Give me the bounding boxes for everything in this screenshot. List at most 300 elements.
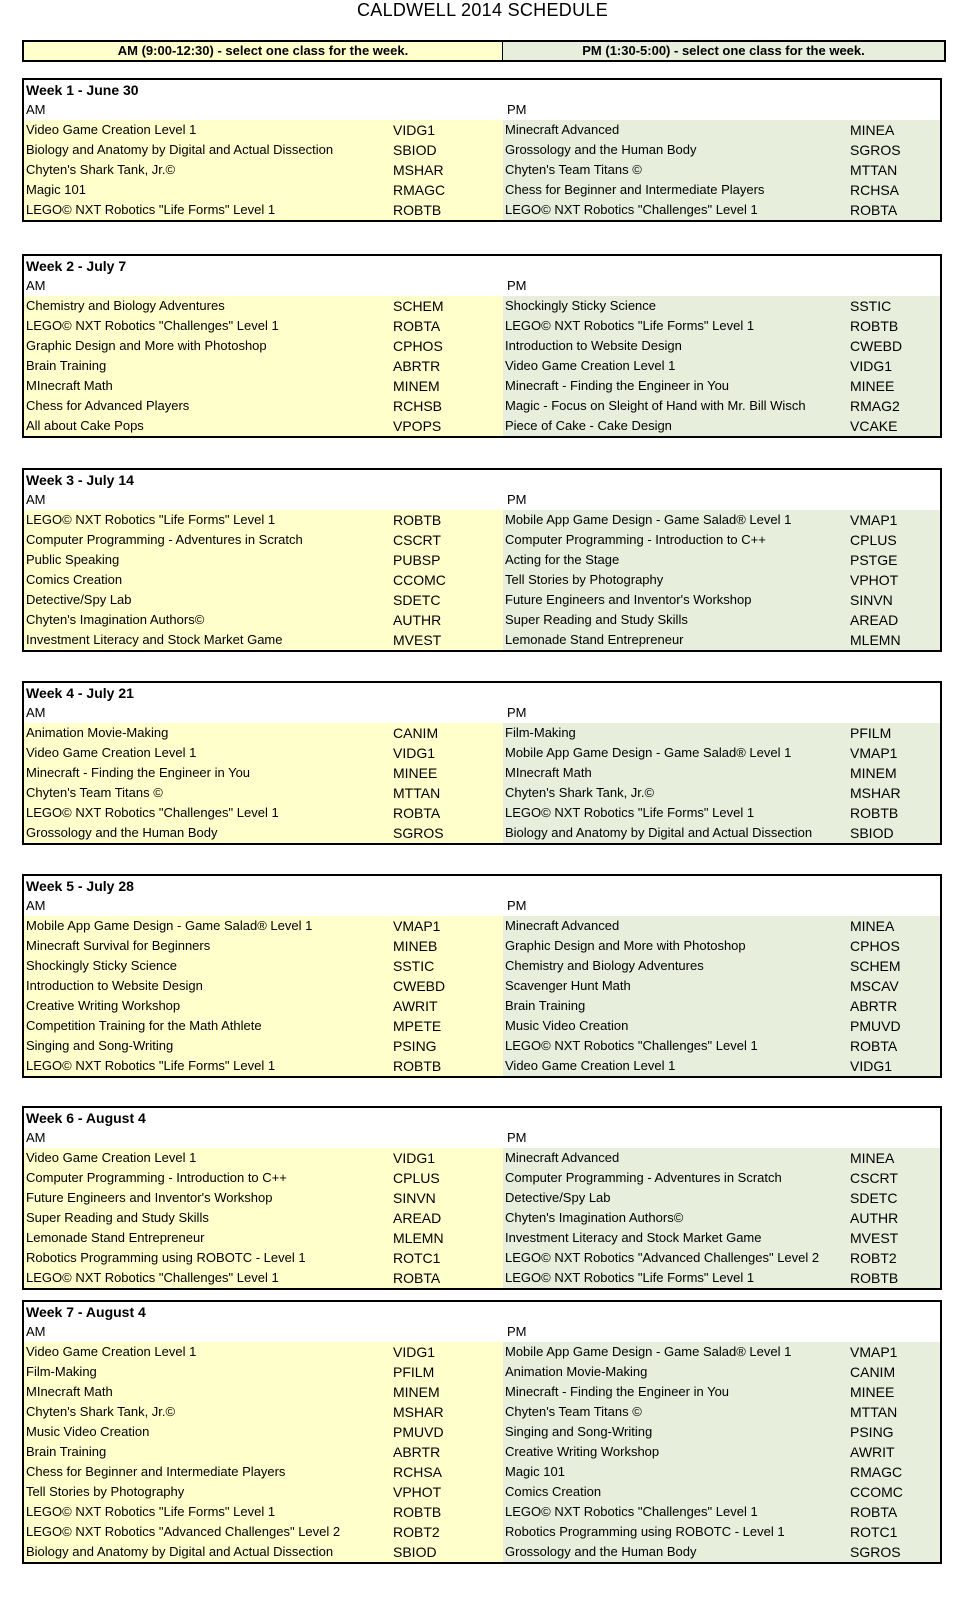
am-class-cell: [24, 530, 503, 550]
pm-class-name: Magic - Focus on Sleight of Hand with Mr. Bill Wisch: [505, 398, 806, 413]
pm-class-cell: [503, 590, 940, 610]
pm-class-code: MSCAV: [850, 978, 899, 994]
am-class-code: CWEBD: [393, 978, 446, 994]
am-class-code: PMUVD: [393, 1424, 444, 1440]
am-class-name: Mobile App Game Design - Game Salad® Level 1: [26, 918, 313, 933]
am-class-name: Chyten's Team Titans ©: [26, 785, 163, 800]
pm-class-name: MInecraft Math: [505, 765, 592, 780]
am-label: AM: [26, 1324, 46, 1339]
am-class-name: Chess for Advanced Players: [26, 398, 190, 413]
am-class-name: Magic 101: [26, 182, 86, 197]
class-row: [24, 120, 940, 140]
class-row: [24, 976, 940, 996]
pm-class-code: AWRIT: [850, 1444, 895, 1460]
am-class-name: Singing and Song-Writing: [26, 1038, 174, 1053]
pm-class-name: LEGO© NXT Robotics "Challenges" Level 1: [505, 202, 758, 217]
pm-class-code: ROBTA: [850, 1038, 898, 1054]
class-row: [24, 1056, 940, 1076]
am-class-cell: [24, 1208, 503, 1228]
am-class-cell: [24, 1342, 503, 1362]
pm-class-code: SGROS: [850, 142, 901, 158]
pm-class-cell: [503, 1342, 940, 1362]
am-class-name: LEGO© NXT Robotics "Life Forms" Level 1: [26, 512, 276, 527]
am-class-code: SSTIC: [393, 958, 435, 974]
pm-class-name: Video Game Creation Level 1: [505, 1058, 676, 1073]
class-row: [24, 530, 940, 550]
am-class-name: LEGO© NXT Robotics "Life Forms" Level 1: [26, 202, 276, 217]
class-row: [24, 1342, 940, 1362]
am-class-code: ROBTB: [393, 512, 442, 528]
pm-class-name: Piece of Cake - Cake Design: [505, 418, 672, 433]
class-row: [24, 1542, 940, 1562]
am-class-code: MINEM: [393, 378, 440, 394]
class-row: [24, 1268, 940, 1288]
pm-class-code: MTTAN: [850, 1404, 898, 1420]
pm-class-cell: [503, 956, 940, 976]
pm-class-cell: [503, 1228, 940, 1248]
pm-class-code: RCHSA: [850, 182, 900, 198]
am-class-code: ROBTA: [393, 318, 441, 334]
am-class-name: Detective/Spy Lab: [26, 592, 132, 607]
pm-class-name: LEGO© NXT Robotics "Life Forms" Level 1: [505, 1270, 755, 1285]
am-class-code: VIDG1: [393, 1344, 436, 1360]
am-class-code: SBIOD: [393, 142, 437, 158]
am-class-cell: [24, 570, 503, 590]
session-labels: [24, 1322, 940, 1342]
am-class-name: LEGO© NXT Robotics "Life Forms" Level 1: [26, 1058, 276, 1073]
pm-class-code: ROTC1: [850, 1524, 898, 1540]
pm-label: PM: [507, 278, 527, 293]
pm-class-name: Robotics Programming using ROBOTC - Level 1: [505, 1524, 785, 1539]
pm-class-code: SGROS: [850, 1544, 901, 1560]
pm-class-cell: [503, 1502, 940, 1522]
pm-class-name: Film-Making: [505, 725, 576, 740]
pm-class-cell: [503, 120, 940, 140]
pm-class-name: Minecraft - Finding the Engineer in You: [505, 1384, 730, 1399]
am-class-name: Video Game Creation Level 1: [26, 1344, 197, 1359]
pm-class-code: MINEE: [850, 1384, 895, 1400]
am-class-cell: [24, 1168, 503, 1188]
pm-class-cell: [503, 140, 940, 160]
pm-class-cell: [503, 1462, 940, 1482]
am-class-cell: [24, 1542, 503, 1562]
pm-class-cell: [503, 530, 940, 550]
pm-class-name: Minecraft Advanced: [505, 918, 620, 933]
pm-class-cell: [503, 610, 940, 630]
class-row: [24, 916, 940, 936]
pm-class-cell: [503, 570, 940, 590]
am-class-name: Brain Training: [26, 1444, 107, 1459]
am-class-cell: [24, 956, 503, 976]
pm-class-name: LEGO© NXT Robotics "Challenges" Level 1: [505, 1504, 758, 1519]
pm-class-code: VCAKE: [850, 418, 898, 434]
am-class-name: Super Reading and Study Skills: [26, 1210, 209, 1225]
am-class-cell: [24, 1442, 503, 1462]
am-class-code: SGROS: [393, 825, 444, 841]
class-row: [24, 1462, 940, 1482]
am-class-code: SCHEM: [393, 298, 444, 314]
am-class-code: ROTC1: [393, 1250, 441, 1266]
pm-class-name: Graphic Design and More with Photoshop: [505, 938, 746, 953]
am-class-cell: [24, 783, 503, 803]
pm-class-cell: [503, 510, 940, 530]
pm-class-cell: [503, 996, 940, 1016]
pm-class-code: PSTGE: [850, 552, 898, 568]
week-block: [22, 1300, 942, 1564]
am-class-code: AUTHR: [393, 612, 442, 628]
am-class-cell: [24, 1522, 503, 1542]
am-class-cell: [24, 763, 503, 783]
class-row: [24, 140, 940, 160]
am-class-code: MVEST: [393, 632, 442, 648]
pm-class-name: Detective/Spy Lab: [505, 1190, 611, 1205]
am-class-cell: [24, 160, 503, 180]
pm-class-cell: [503, 803, 940, 823]
pm-class-cell: [503, 1016, 940, 1036]
session-header: [22, 40, 946, 62]
am-class-cell: [24, 1228, 503, 1248]
pm-class-name: Magic 101: [505, 1464, 565, 1479]
pm-class-name: Mobile App Game Design - Game Salad® Level 1: [505, 745, 792, 760]
pm-class-code: MVEST: [850, 1230, 899, 1246]
am-class-name: Tell Stories by Photography: [26, 1484, 185, 1499]
am-class-code: SDETC: [393, 592, 441, 608]
am-class-cell: [24, 630, 503, 650]
pm-class-name: Video Game Creation Level 1: [505, 358, 676, 373]
am-class-cell: [24, 200, 503, 220]
pm-class-cell: [503, 1402, 940, 1422]
am-session-header: AM (9:00-12:30) - select one class for the week.: [24, 42, 503, 60]
pm-class-name: Chyten's Team Titans ©: [505, 162, 642, 177]
pm-class-cell: [503, 416, 940, 436]
am-class-cell: [24, 743, 503, 763]
am-class-cell: [24, 376, 503, 396]
week-block: [22, 78, 942, 222]
am-class-cell: [24, 723, 503, 743]
am-class-code: MPETE: [393, 1018, 442, 1034]
am-class-cell: [24, 823, 503, 843]
am-class-cell: [24, 610, 503, 630]
class-row: [24, 396, 940, 416]
class-row: [24, 1208, 940, 1228]
class-row: [24, 180, 940, 200]
am-class-name: Minecraft - Finding the Engineer in You: [26, 765, 251, 780]
pm-label: PM: [507, 492, 527, 507]
am-class-cell: [24, 1268, 503, 1288]
am-class-name: Minecraft Survival for Beginners: [26, 938, 211, 953]
class-row: [24, 1402, 940, 1422]
week-title: Week 7 - August 4: [26, 1304, 146, 1320]
am-class-cell: [24, 1462, 503, 1482]
am-class-name: Computer Programming - Adventures in Scratch: [26, 532, 303, 547]
pm-class-cell: [503, 1036, 940, 1056]
week-title: Week 3 - July 14: [26, 472, 134, 488]
page-title: CALDWELL 2014 SCHEDULE: [356, 0, 609, 20]
am-class-cell: [24, 1016, 503, 1036]
pm-class-code: SCHEM: [850, 958, 901, 974]
am-class-cell: [24, 996, 503, 1016]
pm-class-code: ROBT2: [850, 1250, 897, 1266]
class-row: [24, 1228, 940, 1248]
am-class-cell: [24, 510, 503, 530]
am-class-name: Film-Making: [26, 1364, 97, 1379]
am-label: AM: [26, 705, 46, 720]
pm-class-name: Singing and Song-Writing: [505, 1424, 653, 1439]
am-class-code: RCHSB: [393, 398, 443, 414]
pm-class-code: SSTIC: [850, 298, 892, 314]
am-class-name: Future Engineers and Inventor's Workshop: [26, 1190, 273, 1205]
class-row: [24, 1482, 940, 1502]
pm-class-code: VMAP1: [850, 745, 898, 761]
pm-class-cell: [503, 723, 940, 743]
am-class-cell: [24, 356, 503, 376]
am-class-code: ROBTB: [393, 202, 442, 218]
pm-class-name: LEGO© NXT Robotics "Life Forms" Level 1: [505, 318, 755, 333]
class-row: [24, 1422, 940, 1442]
class-row: [24, 550, 940, 570]
pm-class-name: Music Video Creation: [505, 1018, 629, 1033]
pm-class-code: MINEA: [850, 918, 895, 934]
class-row: [24, 570, 940, 590]
session-labels: [24, 276, 940, 296]
pm-class-name: Investment Literacy and Stock Market Game: [505, 1230, 762, 1245]
am-class-name: Chess for Beginner and Intermediate Players: [26, 1464, 286, 1479]
class-row: [24, 610, 940, 630]
pm-class-name: Minecraft Advanced: [505, 122, 620, 137]
pm-class-code: VIDG1: [850, 358, 893, 374]
pm-class-cell: [503, 1268, 940, 1288]
class-row: [24, 510, 940, 530]
class-row: [24, 1442, 940, 1462]
class-row: [24, 1168, 940, 1188]
pm-class-code: CPLUS: [850, 532, 897, 548]
session-labels: [24, 1128, 940, 1148]
am-class-name: LEGO© NXT Robotics "Life Forms" Level 1: [26, 1504, 276, 1519]
week-title: Week 6 - August 4: [26, 1110, 146, 1126]
class-row: [24, 936, 940, 956]
session-labels: [24, 100, 940, 120]
pm-class-cell: [503, 296, 940, 316]
am-class-cell: [24, 396, 503, 416]
pm-class-name: Biology and Anatomy by Digital and Actual Dissection: [505, 825, 813, 840]
am-class-cell: [24, 120, 503, 140]
pm-class-code: RMAG2: [850, 398, 900, 414]
am-class-code: CANIM: [393, 725, 439, 741]
am-class-code: PSING: [393, 1038, 437, 1054]
session-labels: [24, 896, 940, 916]
week-block: [22, 254, 942, 438]
am-class-code: MSHAR: [393, 1404, 444, 1420]
pm-session-header: PM (1:30-5:00) - select one class for the week.: [503, 42, 944, 60]
pm-label: PM: [507, 705, 527, 720]
am-class-code: SINVN: [393, 1190, 436, 1206]
pm-class-cell: [503, 1056, 940, 1076]
pm-class-name: Creative Writing Workshop: [505, 1444, 660, 1459]
week-block: [22, 1106, 942, 1290]
am-class-cell: [24, 1056, 503, 1076]
am-class-name: Video Game Creation Level 1: [26, 1150, 197, 1165]
am-class-cell: [24, 1402, 503, 1422]
pm-class-cell: [503, 1482, 940, 1502]
pm-class-code: ROBTB: [850, 318, 899, 334]
pm-class-code: CSCRT: [850, 1170, 898, 1186]
pm-class-name: Minecraft - Finding the Engineer in You: [505, 378, 730, 393]
class-row: [24, 1382, 940, 1402]
am-class-code: MINEM: [393, 1384, 440, 1400]
class-row: [24, 723, 940, 743]
am-class-cell: [24, 296, 503, 316]
pm-class-name: LEGO© NXT Robotics "Life Forms" Level 1: [505, 805, 755, 820]
am-class-name: Introduction to Website Design: [26, 978, 203, 993]
am-class-name: Music Video Creation: [26, 1424, 150, 1439]
class-row: [24, 356, 940, 376]
am-class-cell: [24, 916, 503, 936]
pm-class-cell: [503, 160, 940, 180]
pm-class-code: VIDG1: [850, 1058, 893, 1074]
pm-class-code: AREAD: [850, 612, 899, 628]
pm-class-cell: [503, 630, 940, 650]
pm-class-code: ROBTA: [850, 202, 898, 218]
am-class-code: ABRTR: [393, 1444, 441, 1460]
am-class-name: Chyten's Shark Tank, Jr.©: [26, 1404, 176, 1419]
pm-class-cell: [503, 1522, 940, 1542]
pm-class-name: Chyten's Shark Tank, Jr.©: [505, 785, 655, 800]
am-class-name: Grossology and the Human Body: [26, 825, 218, 840]
pm-class-name: Introduction to Website Design: [505, 338, 682, 353]
pm-class-name: Super Reading and Study Skills: [505, 612, 688, 627]
am-class-code: RCHSA: [393, 1464, 443, 1480]
am-class-code: VIDG1: [393, 745, 436, 761]
class-row: [24, 1036, 940, 1056]
pm-label: PM: [507, 102, 527, 117]
class-row: [24, 1148, 940, 1168]
week-block: [22, 468, 942, 652]
pm-class-code: MTTAN: [850, 162, 898, 178]
am-class-code: VPHOT: [393, 1484, 442, 1500]
week-title: Week 5 - July 28: [26, 878, 134, 894]
pm-class-code: ROBTA: [850, 1504, 898, 1520]
am-class-code: MINEB: [393, 938, 438, 954]
am-class-cell: [24, 1148, 503, 1168]
pm-class-cell: [503, 976, 940, 996]
pm-class-cell: [503, 1148, 940, 1168]
pm-class-cell: [503, 1442, 940, 1462]
am-class-cell: [24, 336, 503, 356]
pm-class-cell: [503, 1188, 940, 1208]
pm-class-name: Tell Stories by Photography: [505, 572, 664, 587]
pm-class-cell: [503, 316, 940, 336]
pm-class-code: PSING: [850, 1424, 894, 1440]
pm-class-cell: [503, 376, 940, 396]
pm-label: PM: [507, 1130, 527, 1145]
am-class-name: LEGO© NXT Robotics "Challenges" Level 1: [26, 805, 279, 820]
pm-class-name: Lemonade Stand Entrepreneur: [505, 632, 684, 647]
pm-class-cell: [503, 336, 940, 356]
pm-class-cell: [503, 1248, 940, 1268]
class-row: [24, 590, 940, 610]
am-class-code: MSHAR: [393, 162, 444, 178]
am-class-code: VIDG1: [393, 1150, 436, 1166]
pm-class-name: Mobile App Game Design - Game Salad® Level 1: [505, 512, 792, 527]
pm-class-name: Chyten's Imagination Authors©: [505, 1210, 684, 1225]
am-class-name: Biology and Anatomy by Digital and Actual Dissection: [26, 1544, 334, 1559]
pm-class-cell: [503, 743, 940, 763]
pm-class-name: Animation Movie-Making: [505, 1364, 648, 1379]
pm-class-code: VMAP1: [850, 512, 898, 528]
am-class-code: CPHOS: [393, 338, 443, 354]
class-row: [24, 783, 940, 803]
am-class-cell: [24, 316, 503, 336]
class-row: [24, 956, 940, 976]
am-class-cell: [24, 1482, 503, 1502]
am-class-code: ROBTA: [393, 1270, 441, 1286]
class-row: [24, 1248, 940, 1268]
am-class-code: RMAGC: [393, 182, 446, 198]
class-row: [24, 416, 940, 436]
week-title: Week 2 - July 7: [26, 258, 127, 274]
am-class-name: Shockingly Sticky Science: [26, 958, 178, 973]
class-row: [24, 1502, 940, 1522]
pm-class-cell: [503, 356, 940, 376]
pm-class-code: PMUVD: [850, 1018, 901, 1034]
am-class-code: CPLUS: [393, 1170, 440, 1186]
pm-class-name: Future Engineers and Inventor's Workshop: [505, 592, 752, 607]
pm-class-cell: [503, 936, 940, 956]
pm-class-cell: [503, 916, 940, 936]
week-title: Week 4 - July 21: [26, 685, 134, 701]
am-class-code: PUBSP: [393, 552, 441, 568]
pm-class-code: MSHAR: [850, 785, 901, 801]
am-class-code: VMAP1: [393, 918, 441, 934]
pm-class-code: SBIOD: [850, 825, 894, 841]
session-labels: [24, 490, 940, 510]
pm-class-cell: [503, 1362, 940, 1382]
pm-class-code: ROBTB: [850, 1270, 899, 1286]
pm-class-code: ABRTR: [850, 998, 898, 1014]
class-row: [24, 296, 940, 316]
pm-class-code: CANIM: [850, 1364, 896, 1380]
am-class-code: ROBT2: [393, 1524, 440, 1540]
am-class-name: Robotics Programming using ROBOTC - Level 1: [26, 1250, 306, 1265]
am-class-code: CSCRT: [393, 532, 441, 548]
am-class-name: All about Cake Pops: [26, 418, 144, 433]
am-label: AM: [26, 898, 46, 913]
week-block: [22, 681, 942, 845]
pm-class-cell: [503, 180, 940, 200]
pm-class-cell: [503, 550, 940, 570]
am-class-cell: [24, 1382, 503, 1402]
class-row: [24, 763, 940, 783]
pm-class-code: MINEM: [850, 765, 897, 781]
am-class-name: Lemonade Stand Entrepreneur: [26, 1230, 205, 1245]
pm-label: PM: [507, 898, 527, 913]
pm-class-code: CCOMC: [850, 1484, 903, 1500]
session-labels: [24, 703, 940, 723]
class-row: [24, 200, 940, 220]
am-class-code: ROBTB: [393, 1058, 442, 1074]
class-row: [24, 630, 940, 650]
am-class-name: Competition Training for the Math Athlete: [26, 1018, 262, 1033]
class-row: [24, 1362, 940, 1382]
am-class-cell: [24, 416, 503, 436]
pm-class-cell: [503, 783, 940, 803]
am-class-code: AREAD: [393, 1210, 442, 1226]
pm-class-name: Computer Programming - Introduction to C++: [505, 532, 766, 547]
am-class-name: Creative Writing Workshop: [26, 998, 181, 1013]
am-class-code: SBIOD: [393, 1544, 437, 1560]
week-block: [22, 874, 942, 1078]
pm-class-name: Mobile App Game Design - Game Salad® Level 1: [505, 1344, 792, 1359]
